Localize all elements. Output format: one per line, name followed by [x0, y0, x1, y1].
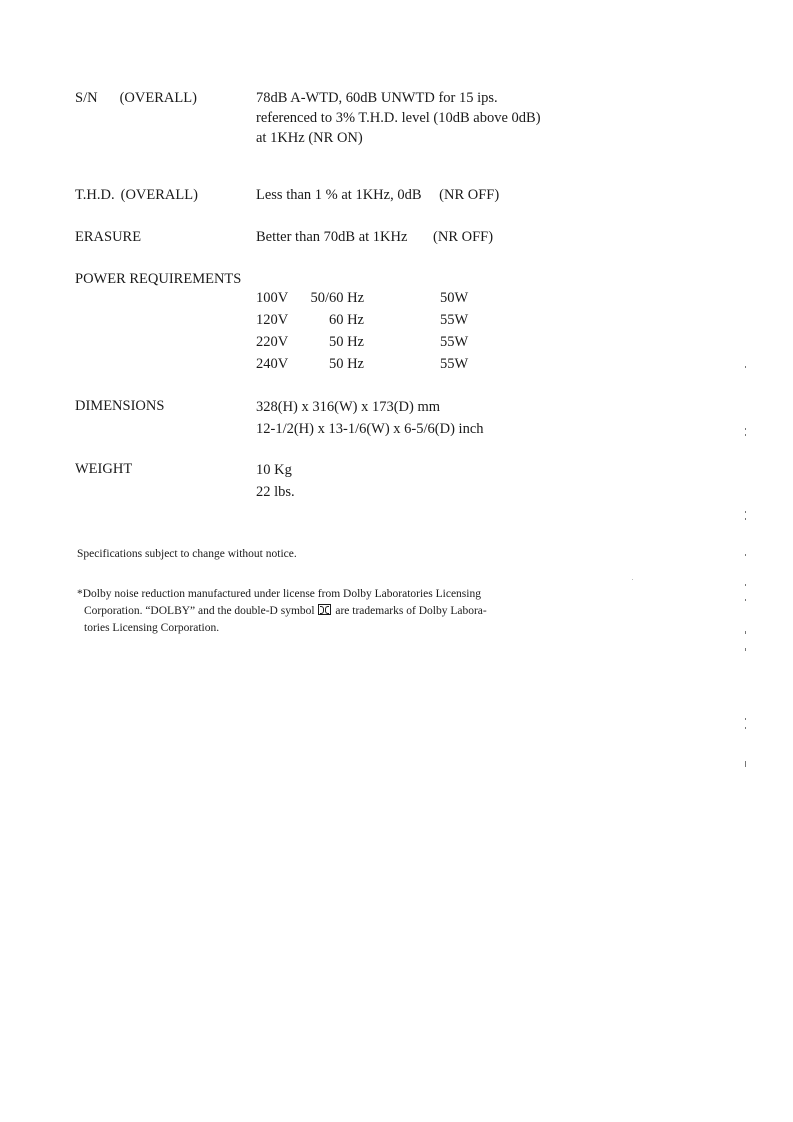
sn-value-line: referenced to 3% T.H.D. level (10dB above 0dB) — [256, 110, 541, 126]
thd-label-sub: (OVERALL) — [120, 187, 198, 203]
scan-speck — [745, 599, 746, 601]
power-frequency: 50 Hz — [328, 356, 364, 372]
footnote-text: Corporation. “DOLBY” and the double-D symbol — [84, 605, 315, 617]
power-watts: 55W — [440, 334, 469, 350]
power-watts: 50W — [440, 290, 469, 306]
thd-note: (NR OFF) — [439, 187, 500, 203]
erasure-note: (NR OFF) — [433, 229, 494, 245]
sn-value-line: 78dB A-WTD, 60dB UNWTD for 15 ips. — [256, 90, 498, 106]
power-voltage: 220V — [256, 334, 289, 350]
scan-speck — [745, 727, 746, 729]
dolby-footnote — [77, 586, 567, 637]
spec-change-notice: Specifications subject to change without notice. — [77, 548, 297, 560]
thd-label — [75, 185, 198, 205]
scan-speck — [745, 511, 746, 513]
weight-values — [256, 459, 295, 503]
dimensions-value-line: 328(H) x 316(W) x 173(D) mm — [256, 399, 441, 415]
footnote-line: *Dolby noise reduction manufactured under license from Dolby Laboratories Licensing — [77, 588, 481, 600]
sn-values — [256, 88, 541, 148]
power-table — [256, 287, 516, 375]
thd-label-text: T.H.D. — [75, 187, 115, 203]
power-voltage: 120V — [256, 312, 289, 328]
scan-speck — [745, 718, 746, 720]
weight-label: WEIGHT — [75, 461, 133, 477]
scan-speck — [745, 434, 746, 436]
power-frequency: 60 Hz — [328, 312, 364, 328]
double-d-symbol-icon — [318, 604, 331, 615]
power-row — [256, 287, 516, 309]
power-voltage: 100V — [256, 290, 289, 306]
power-voltage: 240V — [256, 356, 289, 372]
footnote-text: are trademarks of Dolby Labora- — [335, 605, 487, 617]
thd-value: Less than 1 % at 1KHz, 0dB — [256, 187, 422, 203]
scan-speck — [745, 631, 746, 634]
scan-speck — [632, 579, 633, 580]
power-label: POWER REQUIREMENTS — [75, 271, 242, 287]
scan-speck — [745, 554, 746, 556]
scan-speck — [745, 366, 746, 368]
power-frequency: 50 Hz — [328, 334, 364, 350]
thd-values — [256, 185, 499, 205]
sn-label-text: S/N — [75, 90, 98, 106]
scan-speck — [745, 648, 746, 651]
weight-value-line: 22 lbs. — [256, 484, 295, 500]
power-row — [256, 353, 516, 375]
erasure-label: ERASURE — [75, 229, 142, 245]
dimensions-label: DIMENSIONS — [75, 398, 165, 414]
scan-speck — [745, 584, 746, 586]
power-row — [256, 331, 516, 353]
power-watts: 55W — [440, 356, 469, 372]
scan-speck — [745, 428, 746, 430]
power-frequency: 50/60 Hz — [310, 290, 364, 306]
sn-value-line: at 1KHz (NR ON) — [256, 130, 363, 146]
scan-speck — [745, 518, 746, 520]
weight-value-line: 10 Kg — [256, 462, 292, 478]
sn-label-sub: (OVERALL) — [119, 90, 197, 106]
power-row — [256, 309, 516, 331]
erasure-value: Better than 70dB at 1KHz — [256, 229, 408, 245]
dimensions-value-line: 12-1/2(H) x 13-1/6(W) x 6-5/6(D) inch — [256, 421, 484, 437]
footnote-line: tories Licensing Corporation. — [84, 622, 220, 634]
scan-speck — [745, 761, 746, 767]
dimensions-values — [256, 396, 484, 440]
sn-label — [75, 88, 197, 108]
erasure-values — [256, 227, 493, 247]
footnote-line — [77, 603, 567, 620]
power-watts: 55W — [440, 312, 469, 328]
